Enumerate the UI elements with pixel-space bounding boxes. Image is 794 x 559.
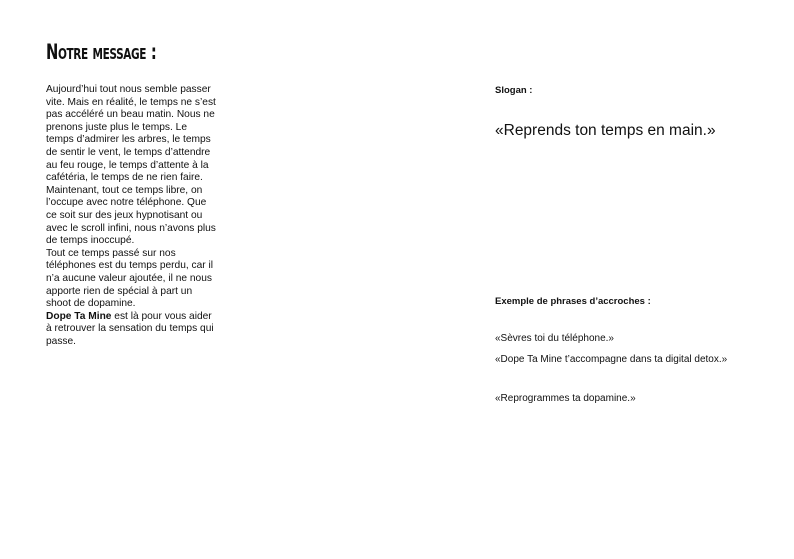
message-paragraph-1: Aujourd’hui tout nous semble passer vite. Mais en réalité, le temps ne s’est pas accéléré un beau matin. Nous ne prenons juste plus le temps. Le temps d’admirer les arbres, le temps de sentir le vent, le temps d’attendre au feu rouge, le temps d’attente à la cafétéria, le temps de ne rien faire. Maintenant, tout ce temps libre, on l’occupe avec notre téléphone. Que ce soit sur des jeux hypnotisant ou avec le scroll infini, nous n’avons plus de temps inoccupé.	[46, 84, 216, 247]
hook-item: «Reprogrammes ta dopamine.»	[495, 393, 636, 404]
slogan-text: «Reprends ton temps en main.»	[495, 122, 716, 139]
message-paragraph-2: Tout ce temps passé sur nos téléphones est du temps perdu, car il n’a aucune valeur ajoutée, il ne nous apporte rien de spécial à part un shoot de dopamine.	[46, 247, 214, 310]
hook-item: «Dope Ta Mine t’accompagne dans ta digital detox.»	[495, 354, 728, 365]
slogan-label: Slogan :	[495, 85, 533, 96]
hooks-label: Exemple de phrases d’accroches :	[495, 296, 651, 307]
hook-item: «Sèvres toi du téléphone.»	[495, 333, 614, 344]
page-title: Notre message :	[46, 40, 157, 64]
message-body	[46, 84, 216, 348]
message-paragraph-3	[46, 311, 216, 349]
message-paragraph-3-rest: est là pour vous aider à retrouver la sensation du temps qui passe.	[46, 310, 214, 347]
brand-name: Dope Ta Mine	[46, 310, 112, 322]
